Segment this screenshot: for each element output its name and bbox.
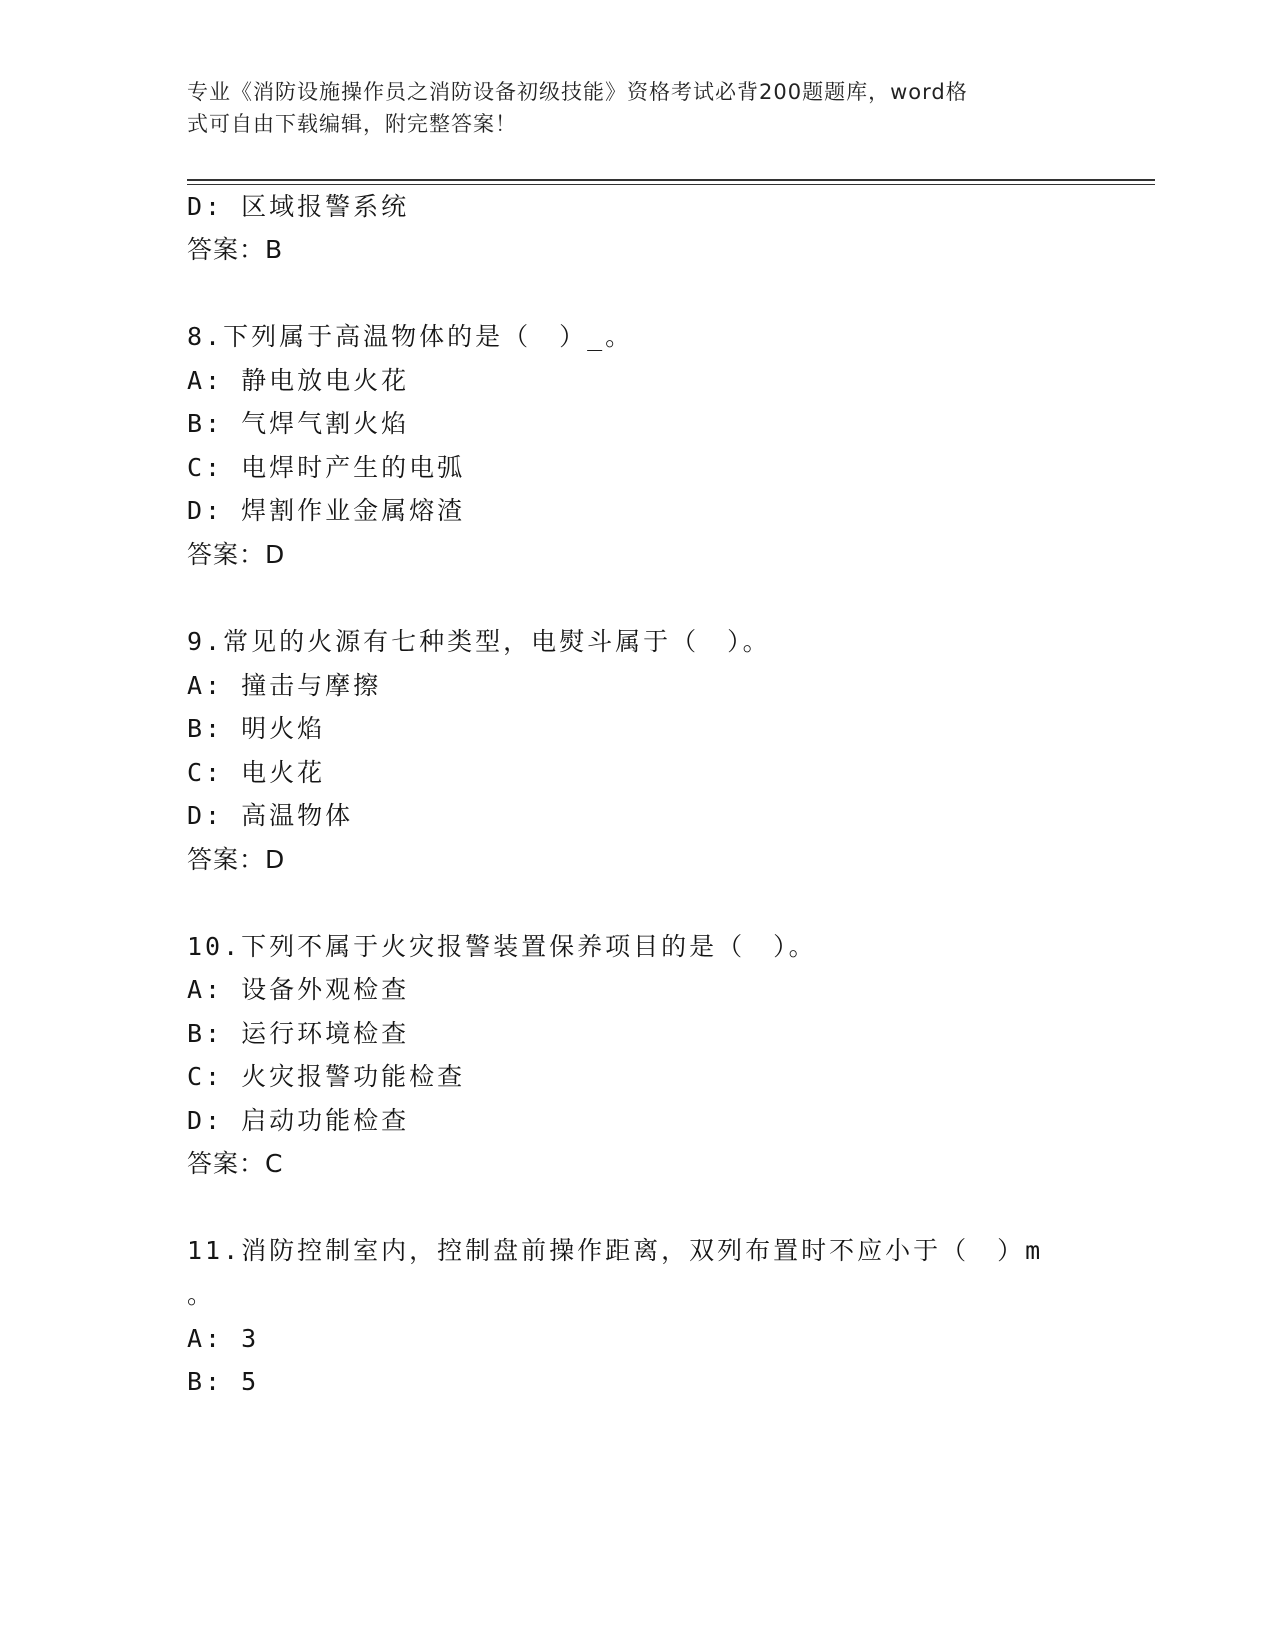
- header-line-2: 式可自由下载编辑，附完整答案！: [187, 112, 517, 136]
- header-line-1: 专业《消防设施操作员之消防设备初级技能》资格考试必背200题题库，word格: [187, 80, 968, 104]
- q8-answer: 答案：D: [187, 540, 286, 569]
- q9-option-c: C: 电火花: [187, 758, 326, 787]
- q8-option-c: C: 电焊时产生的电弧: [187, 453, 466, 482]
- q10-answer: 答案：C: [187, 1149, 284, 1178]
- prev-option-d: D: 区域报警系统: [187, 192, 410, 221]
- q11-question-line-1: 11.消防控制室内，控制盘前操作距离，双列布置时不应小于（ ）m: [187, 1236, 1044, 1265]
- q10-question: 10.下列不属于火灾报警装置保养项目的是（ ）。: [187, 932, 817, 961]
- q9-option-b: B: 明火焰: [187, 714, 326, 743]
- header-divider-thin: [187, 184, 1155, 185]
- q9-answer: 答案：D: [187, 845, 286, 874]
- document-header: [187, 76, 1087, 140]
- q9-question: 9.常见的火源有七种类型，电熨斗属于（ ）。: [187, 627, 771, 656]
- prev-answer: 答案：B: [187, 235, 284, 264]
- q8-option-a: A: 静电放电火花: [187, 366, 410, 395]
- q9-option-d: D: 高温物体: [187, 801, 354, 830]
- header-divider-thick: [187, 179, 1155, 181]
- q11-option-b: B: 5: [187, 1367, 260, 1396]
- q11-option-a: A: 3: [187, 1324, 260, 1353]
- q8-option-b: B: 气焊气割火焰: [187, 409, 410, 438]
- q11-question-line-2: 。: [187, 1280, 216, 1309]
- q8-question: 8.下列属于高温物体的是（ ）_。: [187, 322, 634, 351]
- q8-option-d: D: 焊割作业金属熔渣: [187, 496, 466, 525]
- q10-option-d: D: 启动功能检查: [187, 1106, 410, 1135]
- q9-option-a: A: 撞击与摩擦: [187, 671, 382, 700]
- q10-option-c: C: 火灾报警功能检查: [187, 1062, 466, 1091]
- q10-option-a: A: 设备外观检查: [187, 975, 410, 1004]
- q10-option-b: B: 运行环境检查: [187, 1019, 410, 1048]
